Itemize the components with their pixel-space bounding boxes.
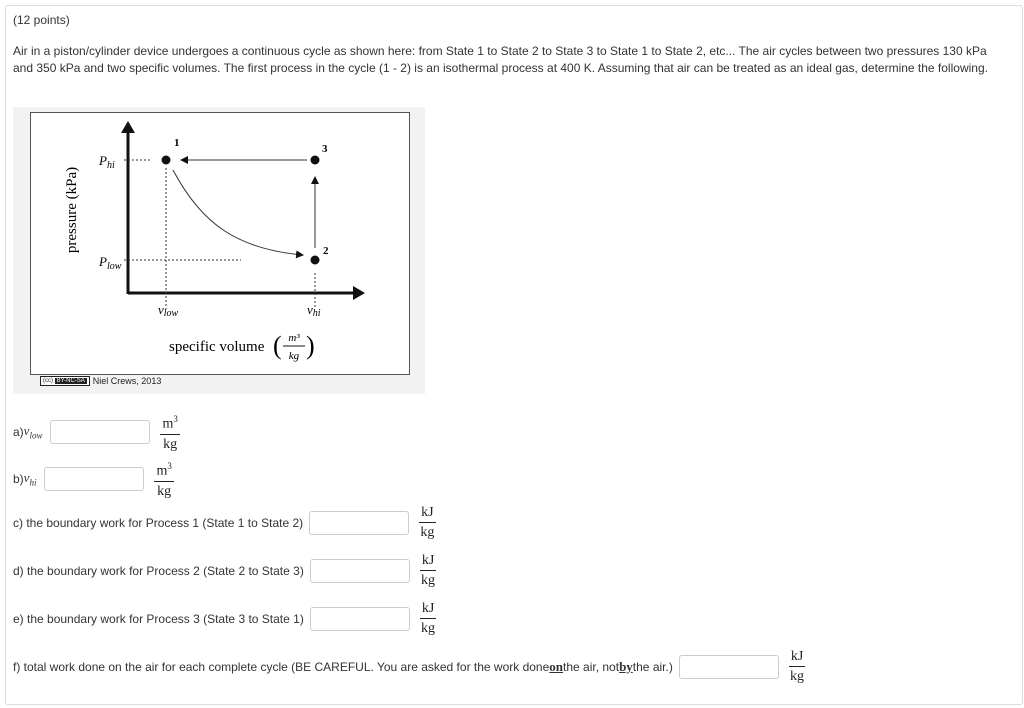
y-axis-label: pressure (kPa) xyxy=(64,166,80,254)
cc-license-badge: (cc) BY-NC-SA xyxy=(40,376,90,386)
x-unit-paren-open: ( xyxy=(273,331,282,360)
state-3-point xyxy=(311,156,320,165)
unit-kj-per-kg: $\frac{kJ}{kg}$ xyxy=(420,505,435,540)
work-process-2-input[interactable] xyxy=(310,559,410,583)
total-work-input[interactable] xyxy=(679,655,779,679)
question-b: b) $v_{hi}$ $\frac{m^3}{kg}$ xyxy=(13,461,172,499)
pv-diagram-svg xyxy=(31,113,409,374)
work-process-3-input[interactable] xyxy=(310,607,410,631)
x-unit-paren-close: ) xyxy=(306,331,315,360)
state-3-label: 3 xyxy=(322,143,328,155)
state-1-point xyxy=(162,156,171,165)
v-hi-input[interactable] xyxy=(44,467,144,491)
x-unit-den: kg xyxy=(288,350,300,362)
state-2-point xyxy=(311,256,320,265)
question-c: c) the boundary work for Process 1 (State 1 to State 2) $\frac{kJ}{kg}$ xyxy=(13,505,435,540)
process-1-2-curve xyxy=(173,170,303,255)
figure-credit xyxy=(40,376,161,386)
p-low-label: $P_{low}$ xyxy=(99,254,122,272)
v-hi-symbol: $v_{hi}$ xyxy=(23,470,37,488)
x-axis-label: specific volume xyxy=(169,339,265,355)
v-low-symbol: $v_{low}$ xyxy=(23,423,43,441)
unit-m3-per-kg: $\frac{m^3}{kg}$ xyxy=(162,414,178,452)
v-low-input[interactable] xyxy=(50,420,150,444)
points-label: (12 points) xyxy=(13,13,70,27)
v-hi-label: vhi xyxy=(307,302,321,319)
unit-kj-per-kg: $\frac{kJ}{kg}$ xyxy=(790,649,805,684)
p-hi-label: $P_{hi}$ xyxy=(99,153,115,171)
y-axis-arrow xyxy=(121,121,135,133)
question-f: f) total work done on the air for each complete cycle (BE CAREFUL. You are asked for the work done on the air, not by the air.) $\frac{kJ}{kg}$ xyxy=(13,649,805,684)
unit-kj-per-kg: $\frac{kJ}{kg}$ xyxy=(421,553,436,588)
v-low-label: vlow xyxy=(158,302,179,319)
question-a: a) $v_{low}$ $\frac{m^3}{kg}$ xyxy=(13,414,178,452)
state-1-label: 1 xyxy=(174,137,180,149)
question-e: e) the boundary work for Process 3 (State 3 to State 1) $\frac{kJ}{kg}$ xyxy=(13,601,436,636)
state-2-label: 2 xyxy=(323,245,329,257)
x-unit-num: m³ xyxy=(288,332,300,344)
x-axis-arrow xyxy=(353,286,365,300)
question-d: d) the boundary work for Process 2 (State 2 to State 3) $\frac{kJ}{kg}$ xyxy=(13,553,436,588)
work-process-1-input[interactable] xyxy=(309,511,409,535)
pv-diagram xyxy=(30,112,410,375)
unit-m3-per-kg: $\frac{m^3}{kg}$ xyxy=(156,461,172,499)
unit-kj-per-kg: $\frac{kJ}{kg}$ xyxy=(421,601,436,636)
problem-text: Air in a piston/cylinder device undergoes a continuous cycle as shown here: from State 1 to State 2 to State 3 to State 1 to State 2, etc... The air cycles between two pressures 130 kPa and 350 kPa and two specific volumes. The first process in the cycle (1 - 2) is an isothermal process at 400 K. Assuming that air can be treated as an ideal gas, determine the following. xyxy=(13,44,988,75)
credit-text: Niel Crews, 2013 xyxy=(92,376,162,386)
